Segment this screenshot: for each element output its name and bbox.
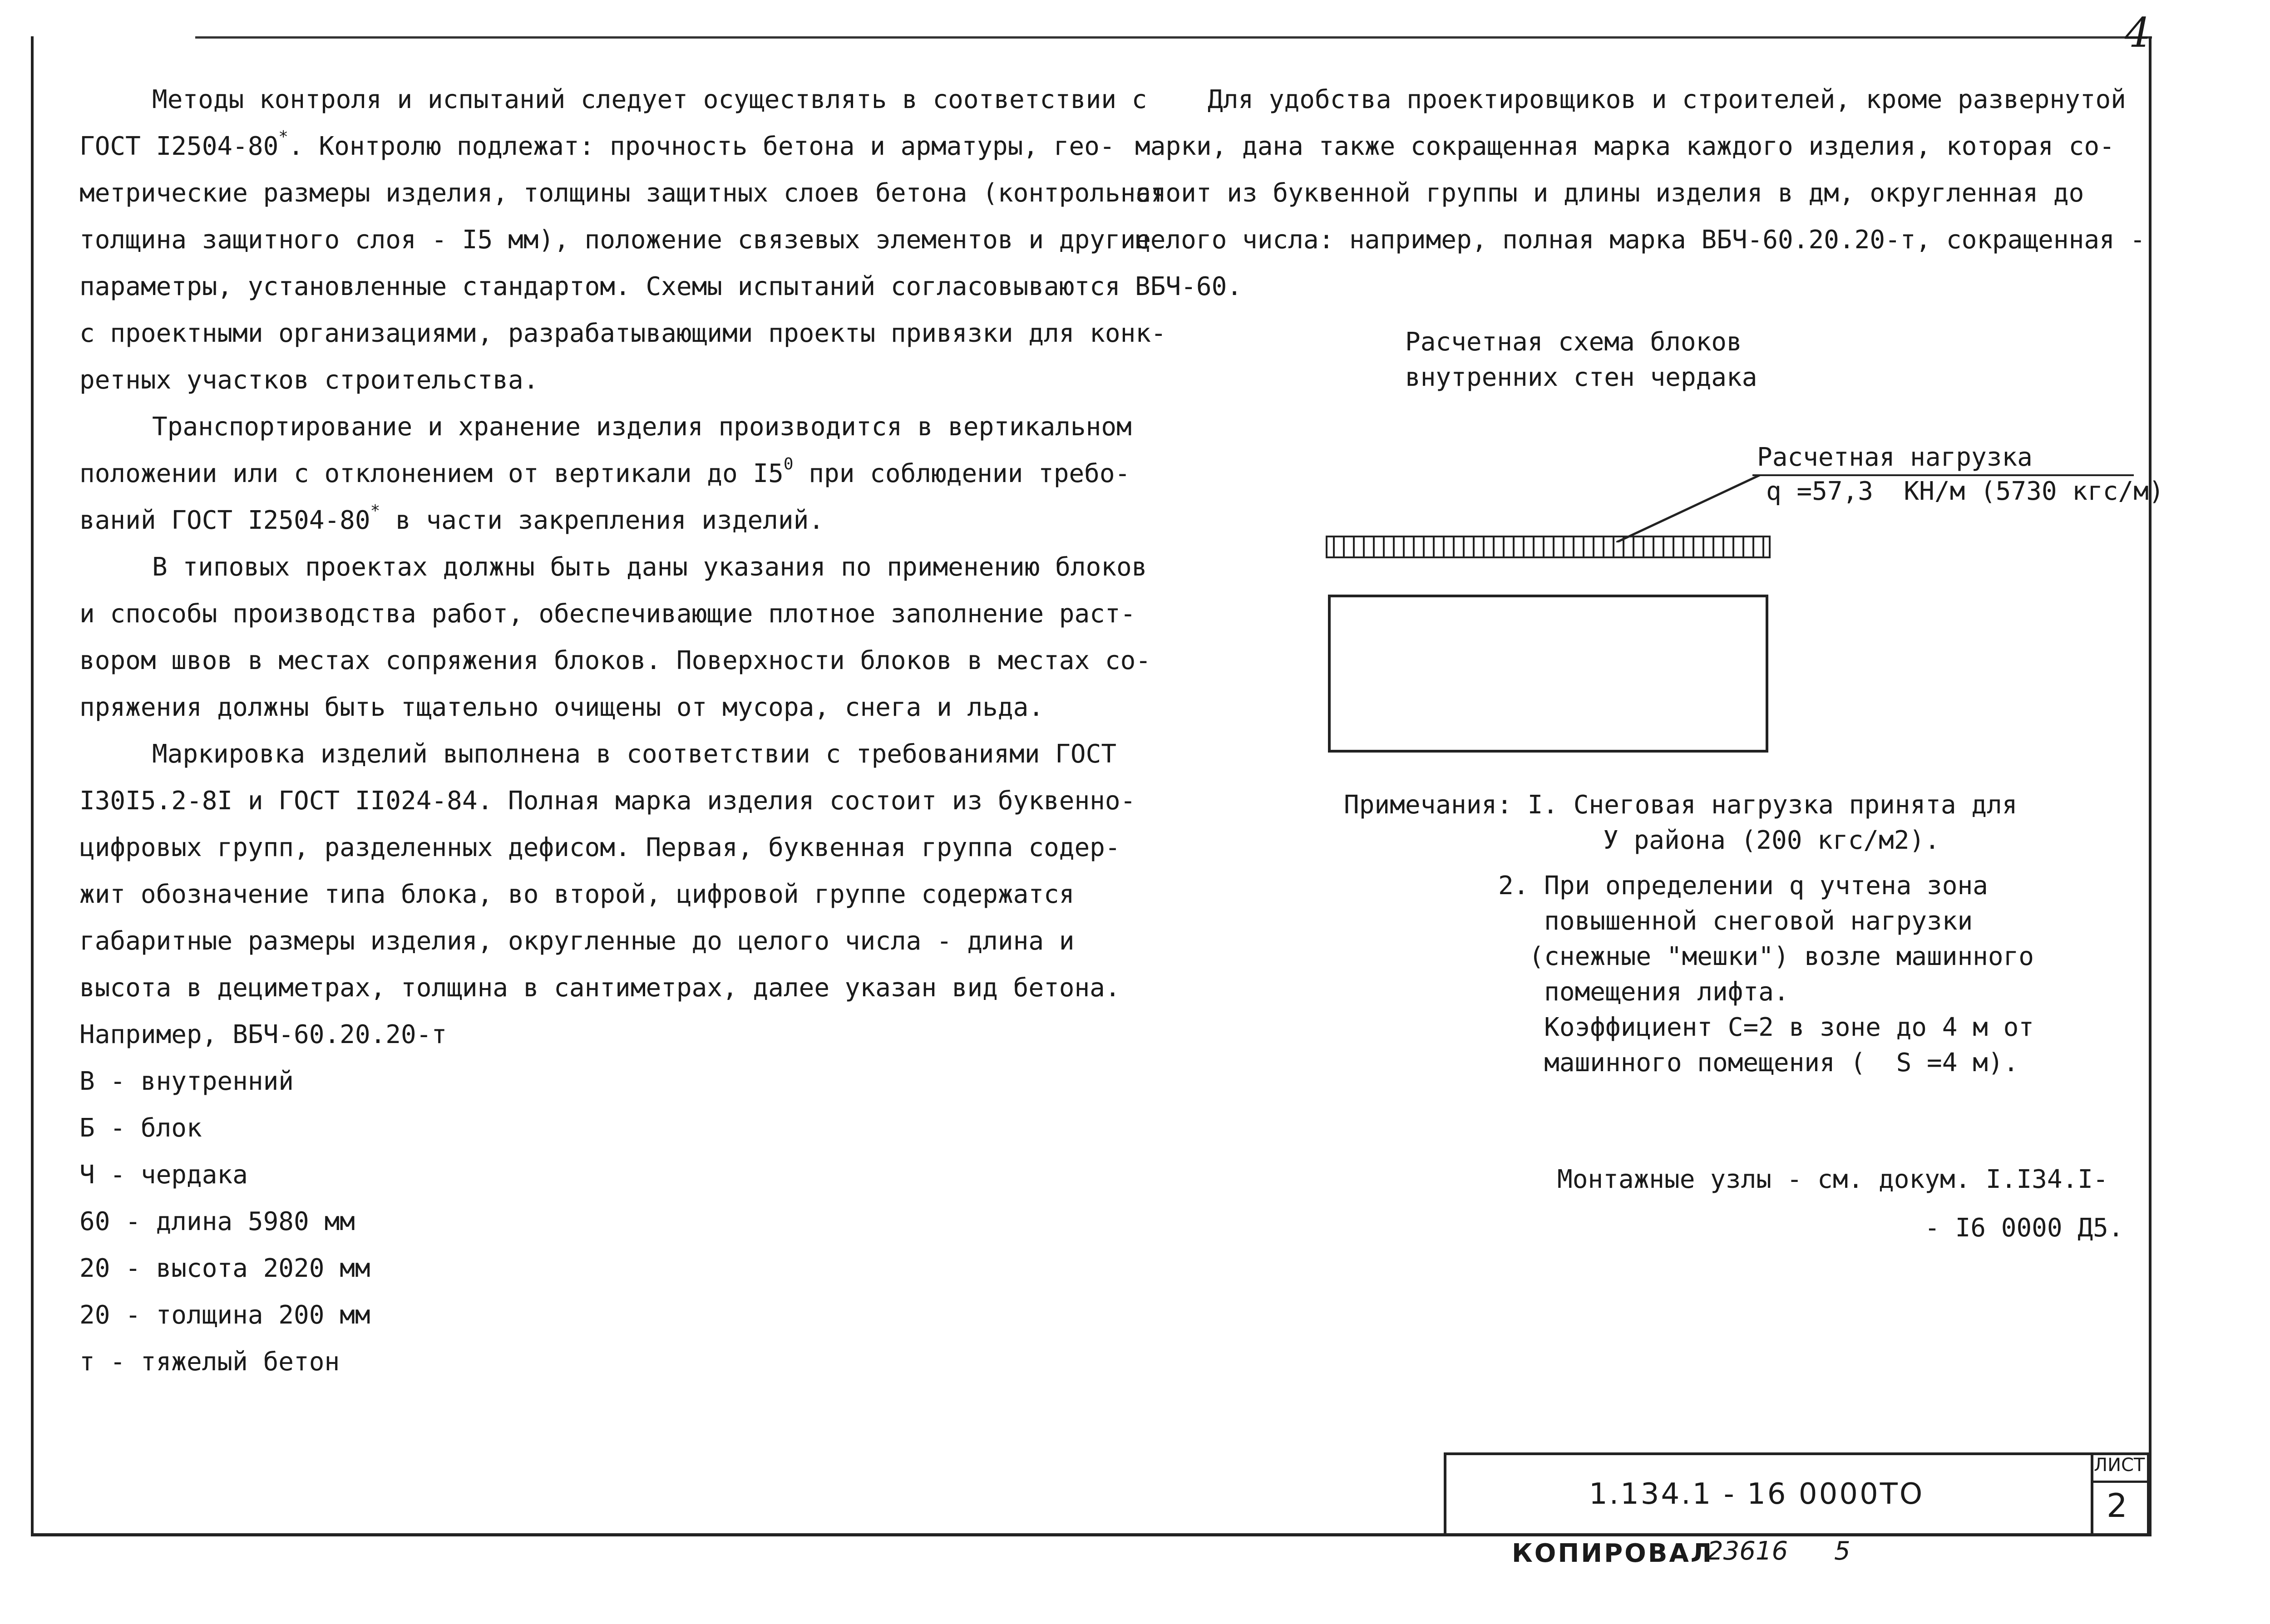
left-column-line	[79, 310, 1166, 357]
left-column-line-text: В типовых проектах должны быть даны указания по применению блоков	[152, 552, 1147, 582]
left-column-line	[79, 263, 1133, 310]
left-column-line-text: толщина защитного слоя - I5 мм), положение связевых элементов и другие	[79, 225, 1151, 255]
right-column-line	[1135, 123, 2134, 170]
left-column-line	[79, 1292, 1133, 1339]
sheet-number: 2	[2107, 1486, 2127, 1525]
left-column-line	[79, 1152, 1133, 1198]
left-column-line	[79, 357, 1133, 404]
left-column-line-tail: при соблюдении требо-	[793, 459, 1130, 488]
left-column-line-text: 20 - толщина 200 мм	[79, 1300, 370, 1330]
assembly-reference	[1557, 1155, 2123, 1252]
right-column-line-text: Для удобства проектировщиков и строителей, кроме развернутой	[1208, 85, 2126, 114]
left-column-line	[79, 684, 1133, 731]
left-column-line-text: Б - блок	[79, 1113, 202, 1143]
left-column-line	[79, 497, 1133, 544]
sheet-box-separator	[2091, 1481, 2150, 1483]
left-column-line	[79, 544, 1147, 591]
left-column-line	[79, 1058, 1133, 1105]
left-column-line-text: пряжения должны быть тщательно очищены от мусора, снега и льда.	[79, 693, 1044, 722]
page-corner-number: 4	[2125, 9, 2151, 57]
left-column-line	[79, 918, 1133, 965]
left-column-line	[79, 1198, 1133, 1245]
load-leader-line	[1616, 474, 1762, 542]
right-text-column	[1135, 76, 2146, 310]
left-column-line-text: I30I5.2-8I и ГОСТ II024-84. Полная марка изделия состоит из буквенно-	[79, 786, 1136, 816]
left-column-line	[79, 217, 1151, 263]
note-1-line1: I. Снеговая нагрузка принята для	[1527, 790, 2018, 820]
note-2-line4: помещения лифта.	[1498, 977, 1789, 1007]
left-column-line-text: 60 - длина 5980 мм	[79, 1207, 355, 1236]
notes-section	[1344, 787, 2034, 1081]
left-column-line	[79, 824, 1133, 871]
right-column-line-text: стоит из буквенной группы и длины изделия в дм, округленная до	[1135, 178, 2084, 208]
left-column-line	[79, 450, 1133, 497]
sheet-label: ЛИСТ	[2094, 1455, 2145, 1476]
copied-number: 23616	[1707, 1536, 1788, 1566]
note-2-line5: Коэффициент С=2 в зоне до 4 м от	[1498, 1013, 2034, 1042]
left-column-line	[79, 778, 1136, 824]
left-column-line-text: и способы производства работ, обеспечивающие плотное заполнение раст-	[79, 599, 1136, 629]
left-column-line	[79, 76, 1147, 123]
left-column-line	[79, 871, 1133, 918]
note-1-line2: У района (200 кгс/м2).	[1557, 826, 1940, 855]
left-column-line-text: вором швов в местах сопряжения блоков. Поверхности блоков в местах со-	[79, 646, 1151, 675]
load-value: q =57,3 КН/м (5730 кгс/м)	[1766, 477, 2164, 506]
right-column-line	[1135, 263, 2134, 310]
left-column-line-text: габаритные размеры изделия, округленные до целого числа - длина и	[79, 926, 1075, 956]
left-column-line	[79, 1105, 1133, 1152]
left-column-line	[79, 965, 1133, 1011]
left-column-line-text: Например, ВБЧ-60.20.20-т	[79, 1020, 447, 1049]
left-column-line-text: метрические размеры изделия, толщины защитных слоев бетона (контрольная	[79, 178, 1166, 208]
left-column-line	[79, 1339, 1133, 1385]
right-column-line-text: марки, дана также сокращенная марка каждого изделия, которая со-	[1135, 132, 2115, 161]
load-label-underline	[1752, 474, 2134, 476]
left-column-line-text: жит обозначение типа блока, во второй, цифровой группе содержатся	[79, 880, 1075, 909]
copied-label: КОПИРОВАЛ	[1512, 1539, 1714, 1568]
left-column-line-text: В - внутренний	[79, 1067, 294, 1096]
left-column-line	[79, 1011, 1133, 1058]
note-2-line3: (снежные "мешки") возле машинного	[1498, 942, 2034, 971]
left-column-line-text: Маркировка изделий выполнена в соответствии с требованиями ГОСТ	[152, 739, 1117, 769]
left-column-line-text: высота в дециметрах, толщина в сантиметрах, далее указан вид бетона.	[79, 973, 1120, 1003]
left-column-line	[79, 637, 1151, 684]
left-column-line-text: ваний ГОСТ I2504-80	[79, 506, 370, 535]
right-column-line	[1135, 76, 2134, 123]
frame-left-line	[31, 36, 34, 1536]
left-column-line-tail: . Контролю подлежат: прочность бетона и арматуры, гео-	[288, 132, 1115, 161]
left-column-line-text: ретных участков строительства.	[79, 365, 539, 395]
note-2-line2: повышенной снеговой нагрузки	[1498, 906, 1973, 936]
assembly-line1: Монтажные узлы - см. докум. I.I34.I-	[1557, 1165, 2108, 1194]
left-text-column	[79, 76, 1166, 1385]
note-2-line1: 2. При определении q учтена зона	[1498, 871, 1988, 901]
left-column-line	[79, 170, 1166, 217]
left-column-line	[79, 123, 1133, 170]
distributed-load-hatch	[1326, 536, 1771, 558]
load-label: Расчетная нагрузка	[1757, 443, 2033, 472]
right-column-line	[1135, 217, 2146, 263]
left-column-line-text: Ч - чердака	[79, 1160, 248, 1190]
left-column-line	[79, 731, 1133, 778]
left-column-superscript: 0	[783, 455, 794, 473]
right-column-line-text: ВБЧ-60.	[1135, 272, 1243, 301]
right-column-line	[1135, 170, 2134, 217]
left-column-line	[79, 1245, 1133, 1292]
frame-right-line	[2149, 36, 2152, 1536]
diagram-title-line1: Расчетная схема блоков	[1405, 327, 1742, 357]
document-code: 1.134.1 - 16 0000ТО	[1589, 1477, 1925, 1511]
assembly-line2: - I6 0000 Д5.	[1557, 1213, 2124, 1243]
left-column-superscript: *	[370, 502, 380, 520]
left-column-line-text: 20 - высота 2020 мм	[79, 1254, 370, 1283]
left-column-line-text: Транспортирование и хранение изделия производится в вертикальном	[152, 412, 1132, 442]
left-column-line-text: т - тяжелый бетон	[79, 1347, 340, 1377]
diagram-title-line2: внутренних стен чердака	[1405, 363, 1757, 392]
left-column-line-text: положении или с отклонением от вертикали до I5	[79, 459, 784, 488]
left-column-line-text: параметры, установленные стандартом. Схемы испытаний согласовываются	[79, 272, 1120, 301]
left-column-line	[79, 404, 1133, 450]
left-column-line-text: цифровых групп, разделенных дефисом. Первая, буквенная группа содер-	[79, 833, 1120, 862]
left-column-line-text: с проектными организациями, разрабатывающими проекты привязки для конк-	[79, 319, 1166, 348]
left-column-line-text: ГОСТ I2504-80	[79, 132, 279, 161]
left-column-line	[79, 591, 1136, 637]
frame-top-line	[195, 36, 2152, 39]
left-column-line-text: Методы контроля и испытаний следует осуществлять в соответствии с	[152, 85, 1147, 114]
notes-heading: Примечания:	[1344, 790, 1512, 820]
diagram-title	[1405, 325, 1757, 395]
left-column-superscript: *	[278, 128, 288, 146]
wall-block-rectangle	[1328, 595, 1768, 753]
copied-format: 5	[1834, 1536, 1851, 1566]
note-2-line6: машинного помещения ( S =4 м).	[1498, 1048, 2019, 1078]
right-column-line-text: целого числа: например, полная марка ВБЧ-60.20.20-т, сокращенная -	[1135, 225, 2146, 255]
left-column-line-tail: в части закрепления изделий.	[380, 506, 824, 535]
